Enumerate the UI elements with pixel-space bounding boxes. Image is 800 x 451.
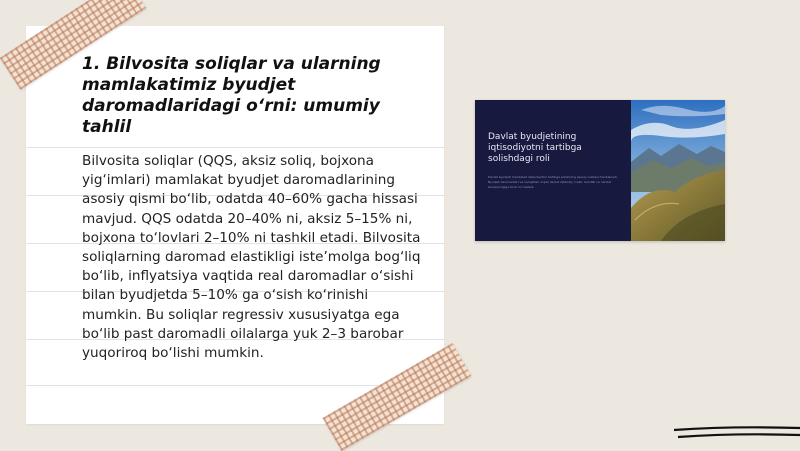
mountain-landscape-photo-icon — [631, 100, 725, 241]
body-paragraph: Bilvosita soliqlar (QQS, aksiz soliq, bojxona yig‘imlari) mamlakat byudjet daromadlarining asosiy qismi bo‘lib, odatda 40–60% gacha hissasi mavjud. QQS odatda 20–40% ni, aksiz 5–15% ni, bojxona to‘lovlari 2–10% ni tashkil etadi. Bilvosita soliqlarning daromad elastikligi iste’molga bog‘liq bo‘lib, inflyatsiya vaqtida real daromadlar o‘sishi bilan byudjetda 5–10% ga o‘sish ko‘rinishi mumkin. Bu soliqlar regressiv xususiyatga ega bo‘lib past daromadli oilalarga yuk 2–3 barobar yuqoriroq bo‘lishi mumkin. — [82, 153, 421, 362]
decorative-lines-icon — [672, 424, 800, 444]
page-title: 1. Bilvosita soliqlar va ularning mamlakatimiz byudjet daromadlaridagi o‘rni: umumiy tahlil — [82, 54, 381, 137]
note-rule — [26, 147, 444, 148]
slide-thumbnail[interactable] — [475, 100, 725, 241]
thumbnail-body: Davlat byudjeti mamlakat iqtisodiyotini tartibga solishning asosiy vositasi hisoblanadi. Byudjet daromadlari va xarajatlari orqali davlat iqtisodiy o‘sish, bandlik va narxlar barqarorligiga ta’sir ko‘rsatadi. — [488, 175, 618, 189]
thumbnail-title: Davlat byudjetining iqtisodiyotni tartibga solishdagi roli — [488, 132, 582, 164]
